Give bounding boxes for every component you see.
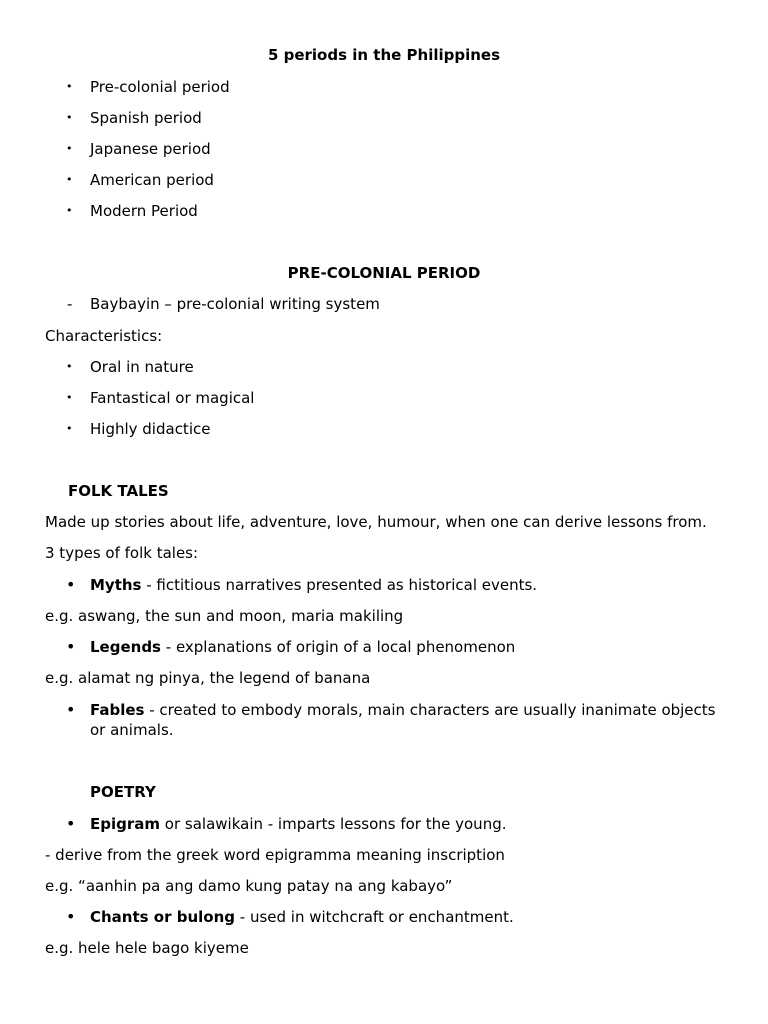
description: - explanations of origin of a local phenomenon: [161, 638, 516, 656]
bullet-icon: •: [66, 637, 76, 656]
bullet-icon: •: [66, 173, 73, 186]
folk-tales-types-label: 3 types of folk tales:: [45, 544, 199, 562]
term: Epigram: [90, 815, 161, 833]
bullet-icon: •: [66, 111, 73, 124]
poetry-epigram: [90, 814, 728, 834]
term: Fables: [90, 701, 145, 719]
folk-type-myths: [90, 575, 728, 595]
list-item: Pre-colonial period: [90, 78, 230, 96]
dash-marker: -: [67, 295, 73, 313]
description: - created to embody morals, main characters are usually inanimate objects or animals.: [90, 701, 716, 739]
epigram-example: e.g. “aanhin pa ang damo kung patay na ang kabayo”: [45, 877, 453, 895]
bullet-icon: •: [66, 391, 73, 404]
list-item: Japanese period: [90, 140, 211, 158]
folk-type-legends: [90, 637, 728, 657]
list-item: Spanish period: [90, 109, 202, 127]
description: or salawikain - imparts lessons for the young.: [160, 815, 507, 833]
term: Myths: [90, 576, 142, 594]
bullet-icon: •: [66, 204, 73, 217]
chants-example: e.g. hele hele bago kiyeme: [45, 939, 249, 957]
epigram-note: - derive from the greek word epigramma meaning inscription: [45, 846, 505, 864]
list-item: Modern Period: [90, 202, 198, 220]
term: Legends: [90, 638, 161, 656]
description: - fictitious narratives presented as historical events.: [141, 576, 538, 594]
bullet-icon: •: [66, 80, 73, 93]
list-item: American period: [90, 171, 214, 189]
precolonial-dash-item: Baybayin – pre-colonial writing system: [90, 295, 380, 313]
list-item: Oral in nature: [90, 358, 194, 376]
bullet-icon: •: [66, 360, 73, 373]
folk-tales-heading: FOLK TALES: [68, 482, 169, 500]
myths-example: e.g. aswang, the sun and moon, maria makiling: [45, 607, 404, 625]
bullet-icon: •: [66, 700, 76, 719]
bullet-icon: •: [66, 814, 76, 833]
bullet-icon: •: [66, 907, 76, 926]
term: Chants or bulong: [90, 908, 236, 926]
list-item: Fantastical or magical: [90, 389, 255, 407]
description: - used in witchcraft or enchantment.: [235, 908, 514, 926]
poetry-heading: POETRY: [90, 783, 156, 801]
characteristics-label: Characteristics:: [45, 327, 163, 345]
bullet-icon: •: [66, 575, 76, 594]
list-item: Highly didactice: [90, 420, 211, 438]
precolonial-title: PRE-COLONIAL PERIOD: [287, 264, 481, 282]
periods-title: 5 periods in the Philippines: [267, 46, 501, 64]
folk-type-fables: [90, 700, 728, 740]
legends-example: e.g. alamat ng pinya, the legend of banana: [45, 669, 371, 687]
folk-tales-definition: Made up stories about life, adventure, love, humour, when one can derive lessons from.: [45, 513, 707, 531]
poetry-chants: [90, 907, 728, 927]
bullet-icon: •: [66, 142, 73, 155]
bullet-icon: •: [66, 422, 73, 435]
